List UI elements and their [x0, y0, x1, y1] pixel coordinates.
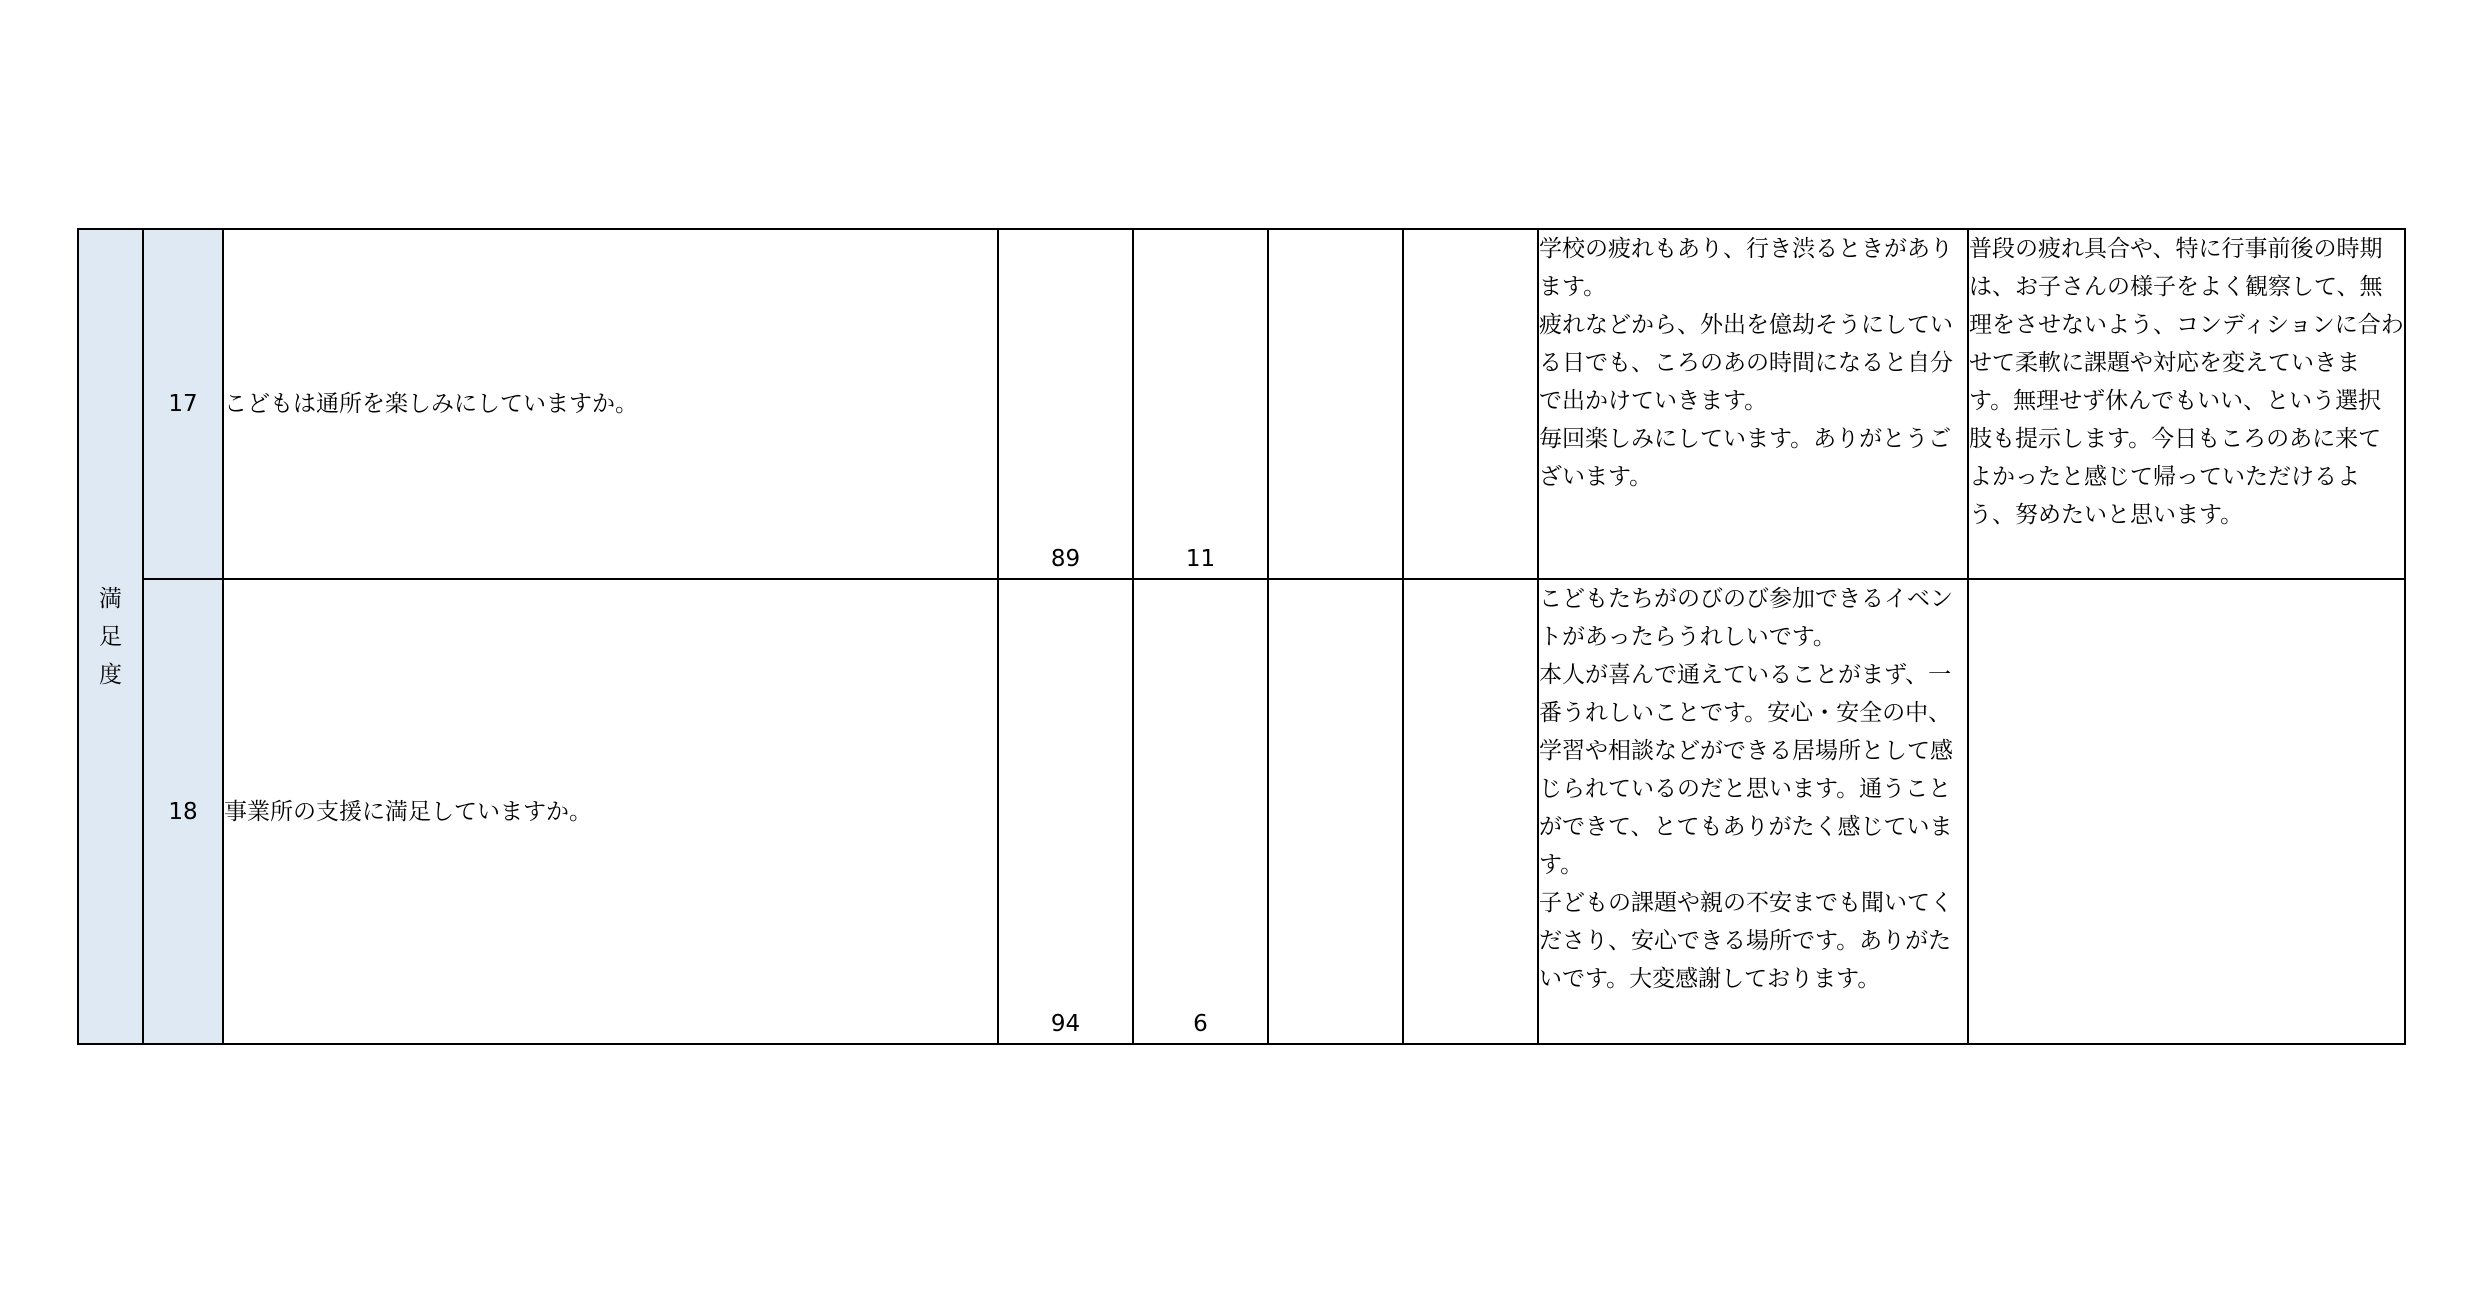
- count-unknown: [1403, 579, 1538, 1044]
- parent-comment: 学校の疲れもあり、行き渋るときがあります。 疲れなどから、外出を億劫そうにしている日でも、ころのあの時間になると自分で出かけていきます。 毎回楽しみにしています。ありがとうございます。: [1538, 229, 1968, 579]
- parent-comment: こどもたちがのびのび参加できるイベントがあったらうれしいです。 本人が喜んで通えていることがまず、一番うれしいことです。安心・安全の中、学習や相談などができる居場所として感じられているのだと思います。通うことができて、とてもありがたく感じています。 子どもの課題や親の不安までも聞いてくださり、安心できる場所です。ありがたいです。大変感謝しております。: [1538, 579, 1968, 1044]
- question-text: 事業所の支援に満足していますか。: [223, 579, 998, 1044]
- count-unsure: 11: [1133, 229, 1268, 579]
- office-response: 普段の疲れ具合や、特に行事前後の時期は、お子さんの様子をよく観察して、無理をさせないよう、コンディションに合わせて柔軟に課題や対応を変えていきます。無理せず休んでもいい、という選択肢も提示します。今日もころのあに来てよかったと感じて帰っていただけるよう、努めたいと思います。: [1968, 229, 2405, 579]
- office-response: [1968, 579, 2405, 1044]
- count-no: [1268, 229, 1403, 579]
- category-label: 満足度: [99, 585, 122, 688]
- survey-results-table: [77, 228, 2406, 1045]
- question-text: こどもは通所を楽しみにしていますか。: [223, 229, 998, 579]
- table-row: [78, 579, 2405, 1044]
- question-number: 17: [143, 229, 223, 579]
- count-unknown: [1403, 229, 1538, 579]
- count-yes: 89: [998, 229, 1133, 579]
- count-no: [1268, 579, 1403, 1044]
- category-cell: [78, 229, 143, 1044]
- count-yes: 94: [998, 579, 1133, 1044]
- count-unsure: 6: [1133, 579, 1268, 1044]
- question-number: 18: [143, 579, 223, 1044]
- table-row: [78, 229, 2405, 579]
